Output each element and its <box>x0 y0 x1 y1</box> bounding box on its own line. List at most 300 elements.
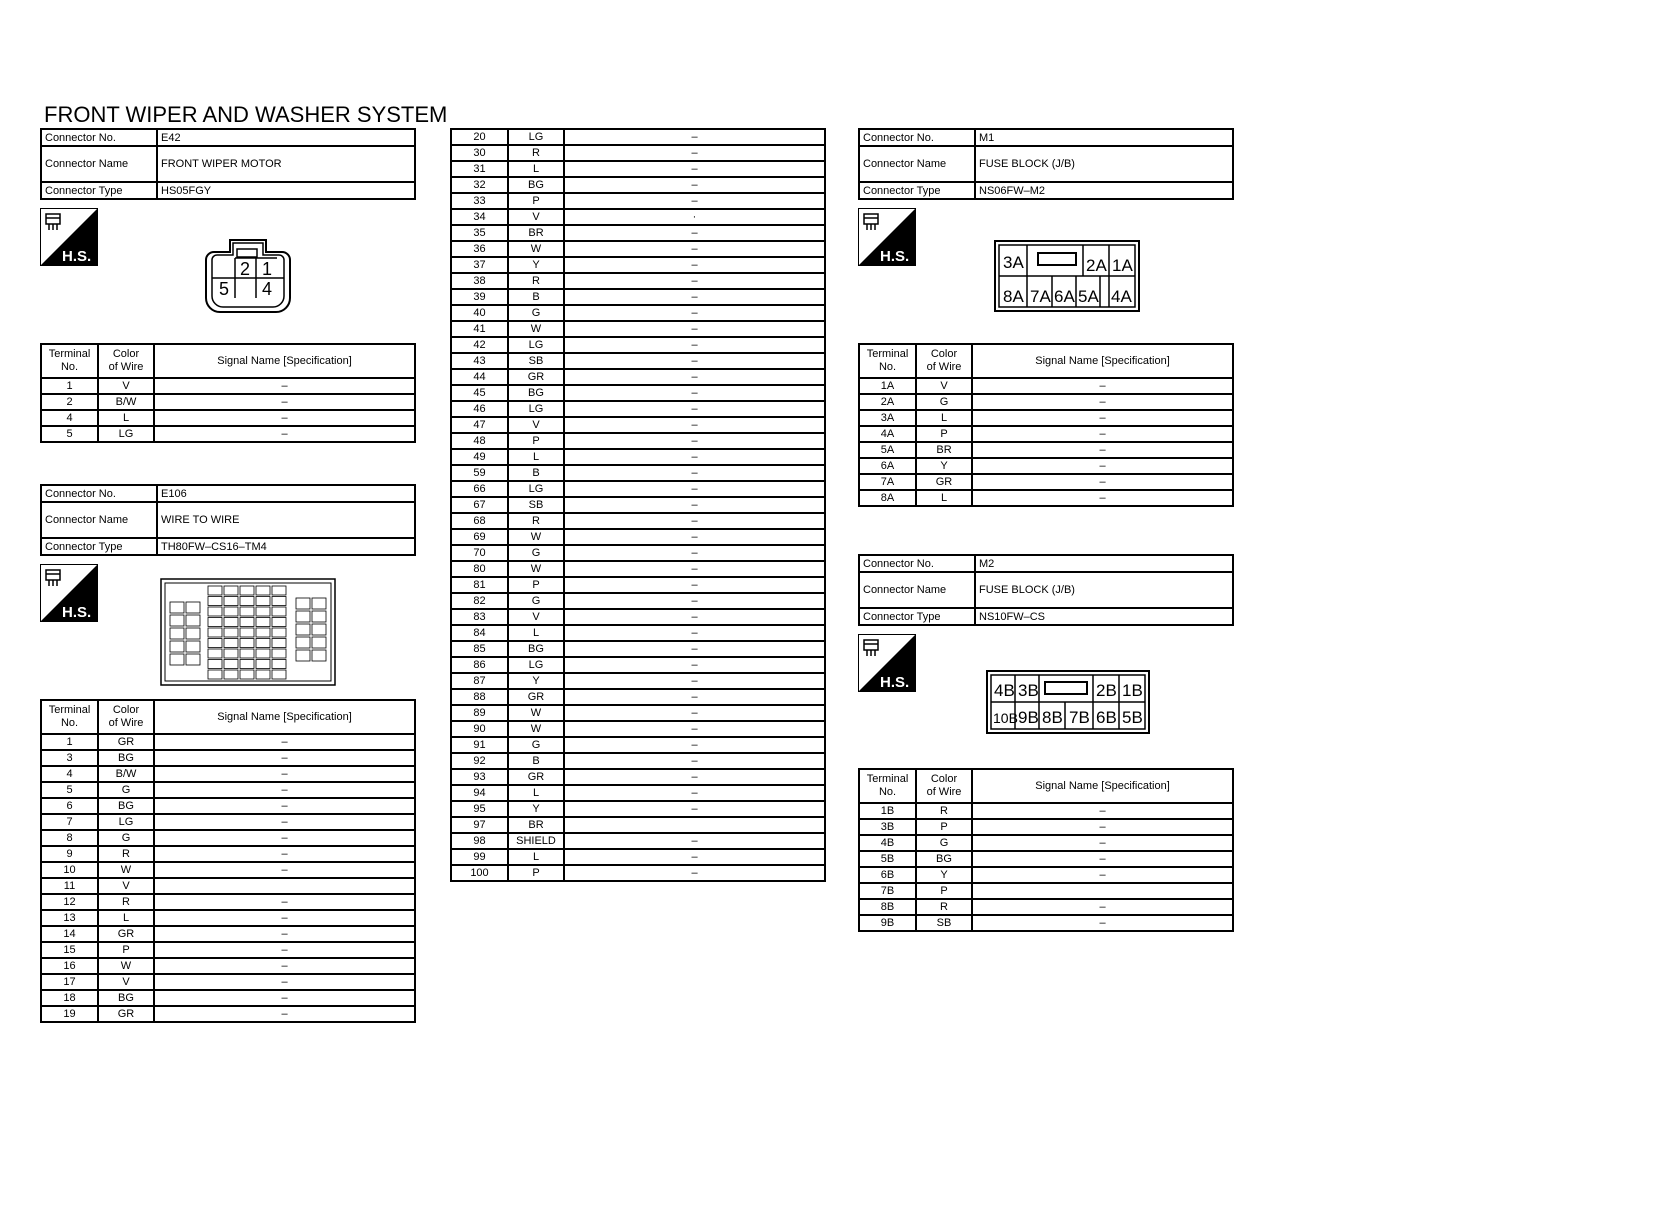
wire-color-cell: BG <box>98 750 154 766</box>
table-row <box>451 737 825 753</box>
wire-color-cell: P <box>508 865 564 881</box>
signal-name-cell: – <box>154 814 415 830</box>
terminal-no-cell: 48 <box>451 433 508 449</box>
cavity <box>312 624 326 635</box>
connector-type-label: Connector Type <box>41 182 157 199</box>
table-row <box>451 801 825 817</box>
signal-name-cell: – <box>564 225 825 241</box>
terminal-no-cell: 4A <box>859 426 916 442</box>
color-header: Color of Wire <box>98 700 154 734</box>
signal-header: Signal Name [Specification] <box>972 344 1233 378</box>
cavity <box>256 628 270 637</box>
table-row <box>451 145 825 161</box>
cavity <box>240 586 254 595</box>
wire-color-cell: L <box>508 849 564 865</box>
table-row <box>41 862 415 878</box>
color-header: Color of Wire <box>98 344 154 378</box>
wire-color-cell: BG <box>98 990 154 1006</box>
signal-name-cell: – <box>564 545 825 561</box>
terminal-no-cell: 49 <box>451 449 508 465</box>
terminal-no-cell: 3B <box>859 819 916 835</box>
table-row <box>41 990 415 1006</box>
cavity <box>256 607 270 616</box>
cavity <box>208 618 222 627</box>
terminal-no-cell: 36 <box>451 241 508 257</box>
wire-color-cell: SB <box>508 497 564 513</box>
cavity <box>186 641 200 652</box>
pin-label: 7A <box>1030 287 1051 306</box>
wire-color-cell: Y <box>508 673 564 689</box>
connector-type-value: TH80FW–CS16–TM4 <box>157 538 415 555</box>
signal-header: Signal Name [Specification] <box>154 700 415 734</box>
table-row <box>451 305 825 321</box>
cavity <box>240 649 254 658</box>
table-row <box>451 417 825 433</box>
signal-name-cell: – <box>154 862 415 878</box>
terminal-no-cell: 100 <box>451 865 508 881</box>
cavity <box>272 670 286 679</box>
wire-color-cell: L <box>98 910 154 926</box>
signal-header: Signal Name [Specification] <box>154 344 415 378</box>
terminal-no-cell: 81 <box>451 577 508 593</box>
terminal-no-cell: 98 <box>451 833 508 849</box>
terminal-no-cell: 6A <box>859 458 916 474</box>
terminal-no-cell: 5B <box>859 851 916 867</box>
table-row <box>41 410 415 426</box>
connector-no-value: E42 <box>157 129 415 146</box>
cavity <box>312 611 326 622</box>
cavity <box>170 628 184 639</box>
wire-color-cell: LG <box>508 657 564 673</box>
cavity <box>170 654 184 665</box>
wire-color-cell: G <box>508 545 564 561</box>
cavity <box>240 670 254 679</box>
signal-name-cell: – <box>154 910 415 926</box>
terminal-no-cell: 7 <box>41 814 98 830</box>
table-row <box>41 426 415 442</box>
signal-name-cell: – <box>154 942 415 958</box>
cavity <box>256 660 270 669</box>
table-row <box>451 625 825 641</box>
wire-color-cell: B/W <box>98 394 154 410</box>
pin-label: 5 <box>219 279 230 299</box>
wire-color-cell: BG <box>98 798 154 814</box>
cavity <box>170 641 184 652</box>
connector-name-value: FRONT WIPER MOTOR <box>157 146 415 182</box>
table-row <box>451 209 825 225</box>
terminal-no-cell: 6B <box>859 867 916 883</box>
wire-color-cell: Y <box>508 801 564 817</box>
cavity <box>296 611 310 622</box>
signal-name-cell: – <box>972 426 1233 442</box>
wire-color-cell: GR <box>916 474 972 490</box>
wire-color-cell: L <box>508 785 564 801</box>
m2-connector-face <box>986 670 1150 734</box>
wire-color-cell: LG <box>508 481 564 497</box>
terminal-no-cell: 7A <box>859 474 916 490</box>
cavity <box>296 624 310 635</box>
table-row <box>859 458 1233 474</box>
terminal-no-cell: 86 <box>451 657 508 673</box>
terminal-no-cell: 83 <box>451 609 508 625</box>
wire-color-cell: BR <box>916 442 972 458</box>
signal-name-cell <box>564 817 825 833</box>
terminal-no-header: Terminal No. <box>41 344 98 378</box>
signal-name-cell: – <box>564 625 825 641</box>
terminal-no-cell: 3A <box>859 410 916 426</box>
wire-color-cell: LG <box>508 401 564 417</box>
pin-label: 6B <box>1096 708 1117 727</box>
table-row <box>41 958 415 974</box>
terminal-no-cell: 8A <box>859 490 916 506</box>
table-row <box>451 225 825 241</box>
table-row <box>859 394 1233 410</box>
wire-color-cell: W <box>98 958 154 974</box>
terminal-no-cell: 39 <box>451 289 508 305</box>
wire-color-cell: GR <box>98 926 154 942</box>
terminal-no-cell: 11 <box>41 878 98 894</box>
cavity <box>256 670 270 679</box>
wire-color-cell: W <box>508 321 564 337</box>
e106-terminal-table-continued <box>450 128 826 882</box>
cavity <box>240 607 254 616</box>
pin-label: 10B <box>993 710 1018 726</box>
pin-label: 2A <box>1086 256 1107 275</box>
table-row <box>451 609 825 625</box>
cavity <box>224 597 238 606</box>
signal-name-cell: – <box>564 385 825 401</box>
signal-name-cell: – <box>564 337 825 353</box>
cavity <box>224 618 238 627</box>
wire-color-cell: Y <box>916 458 972 474</box>
signal-name-cell: – <box>564 353 825 369</box>
terminal-no-cell: 43 <box>451 353 508 369</box>
terminal-no-cell: 5 <box>41 782 98 798</box>
signal-name-cell: – <box>564 785 825 801</box>
signal-name-cell: – <box>564 289 825 305</box>
wire-color-cell: L <box>508 161 564 177</box>
terminal-no-cell: 70 <box>451 545 508 561</box>
table-row <box>859 426 1233 442</box>
signal-name-cell: – <box>972 474 1233 490</box>
terminal-no-cell: 97 <box>451 817 508 833</box>
signal-header: Signal Name [Specification] <box>972 769 1233 803</box>
signal-name-cell: – <box>154 958 415 974</box>
pin-label: 4 <box>262 279 273 299</box>
table-row <box>451 577 825 593</box>
signal-name-cell: – <box>564 721 825 737</box>
terminal-no-cell: 31 <box>451 161 508 177</box>
table-row <box>451 785 825 801</box>
table-row <box>41 974 415 990</box>
connector-name-value: WIRE TO WIRE <box>157 502 415 538</box>
connector-no-label: Connector No. <box>859 129 975 146</box>
signal-name-cell: – <box>564 737 825 753</box>
signal-name-cell: – <box>564 705 825 721</box>
table-row <box>859 378 1233 394</box>
terminal-no-cell: 38 <box>451 273 508 289</box>
pin-label: 1 <box>262 259 273 279</box>
wire-color-cell: V <box>508 209 564 225</box>
wire-color-cell: LG <box>508 337 564 353</box>
signal-name-cell: – <box>154 410 415 426</box>
cavity <box>170 615 184 626</box>
wire-color-cell: W <box>508 561 564 577</box>
terminal-no-cell: 2A <box>859 394 916 410</box>
terminal-no-cell: 92 <box>451 753 508 769</box>
connector-type-value: NS06FW–M2 <box>975 182 1233 199</box>
table-row <box>41 814 415 830</box>
signal-name-cell: – <box>564 497 825 513</box>
wire-color-cell: V <box>98 378 154 394</box>
signal-name-cell: – <box>154 394 415 410</box>
signal-name-cell: – <box>564 865 825 881</box>
pin-label: 1B <box>1122 681 1143 700</box>
connector-name-label: Connector Name <box>859 146 975 182</box>
signal-name-cell: – <box>564 481 825 497</box>
connector-no-label: Connector No. <box>41 129 157 146</box>
table-row <box>451 129 825 145</box>
m1-terminal-table <box>858 343 1234 507</box>
table-row <box>859 490 1233 506</box>
signal-name-cell: – <box>564 433 825 449</box>
terminal-no-cell: 20 <box>451 129 508 145</box>
wire-color-cell: R <box>98 894 154 910</box>
signal-name-cell: – <box>564 657 825 673</box>
wire-color-cell: B <box>508 465 564 481</box>
table-row <box>859 474 1233 490</box>
signal-name-cell: – <box>564 529 825 545</box>
table-row <box>451 817 825 833</box>
signal-name-cell: – <box>972 803 1233 819</box>
signal-name-cell: – <box>564 161 825 177</box>
table-row <box>451 337 825 353</box>
table-row <box>451 273 825 289</box>
wire-color-cell: G <box>916 835 972 851</box>
table-row <box>451 689 825 705</box>
terminal-no-cell: 91 <box>451 737 508 753</box>
signal-name-cell: – <box>564 753 825 769</box>
table-row <box>451 465 825 481</box>
wire-color-cell: B/W <box>98 766 154 782</box>
signal-name-cell: – <box>972 378 1233 394</box>
wire-color-cell: V <box>98 974 154 990</box>
cavity <box>208 586 222 595</box>
signal-name-cell: – <box>564 801 825 817</box>
connector-name-label: Connector Name <box>41 502 157 538</box>
terminal-no-cell: 16 <box>41 958 98 974</box>
signal-name-cell: – <box>564 193 825 209</box>
cavity <box>312 598 326 609</box>
wire-color-cell: BG <box>508 177 564 193</box>
terminal-no-cell: 89 <box>451 705 508 721</box>
cavity <box>256 586 270 595</box>
signal-name-cell <box>154 878 415 894</box>
wire-color-cell: V <box>508 609 564 625</box>
signal-name-cell: – <box>154 378 415 394</box>
terminal-no-cell: 1B <box>859 803 916 819</box>
pin-label: 4B <box>994 681 1015 700</box>
signal-name-cell: – <box>972 835 1233 851</box>
signal-name-cell: – <box>972 899 1233 915</box>
signal-name-cell: – <box>564 465 825 481</box>
wire-color-cell: SB <box>508 353 564 369</box>
wire-color-cell: G <box>508 737 564 753</box>
signal-name-cell: – <box>564 449 825 465</box>
table-row <box>451 641 825 657</box>
signal-name-cell: – <box>564 129 825 145</box>
cavity <box>240 597 254 606</box>
pin-label: 3B <box>1018 681 1039 700</box>
signal-name-cell: – <box>564 673 825 689</box>
signal-name-cell: – <box>154 974 415 990</box>
terminal-no-cell: 42 <box>451 337 508 353</box>
wire-color-cell: L <box>98 410 154 426</box>
signal-name-cell: – <box>154 750 415 766</box>
terminal-no-cell: 88 <box>451 689 508 705</box>
terminal-no-cell: 4 <box>41 766 98 782</box>
table-row <box>451 865 825 881</box>
terminal-no-cell: 17 <box>41 974 98 990</box>
terminal-no-cell: 18 <box>41 990 98 1006</box>
hs-label: H.S. <box>880 248 910 265</box>
wire-color-cell: P <box>508 193 564 209</box>
terminal-no-cell: 33 <box>451 193 508 209</box>
terminal-no-cell: 34 <box>451 209 508 225</box>
signal-name-cell: – <box>972 410 1233 426</box>
pin-label: 8A <box>1003 287 1024 306</box>
wire-color-cell: BR <box>508 817 564 833</box>
terminal-no-cell: 85 <box>451 641 508 657</box>
table-row <box>451 321 825 337</box>
wire-color-cell: R <box>508 513 564 529</box>
terminal-no-cell: 66 <box>451 481 508 497</box>
pin-label: 2 <box>240 259 251 279</box>
table-row <box>859 442 1233 458</box>
terminal-no-cell: 95 <box>451 801 508 817</box>
terminal-no-cell: 44 <box>451 369 508 385</box>
cavity <box>240 618 254 627</box>
cavity <box>272 649 286 658</box>
signal-name-cell: – <box>154 830 415 846</box>
pin-label: 7B <box>1069 708 1090 727</box>
connector-no-value: M1 <box>975 129 1233 146</box>
harness-side-icon <box>858 634 916 692</box>
signal-name-cell: – <box>154 426 415 442</box>
cavity <box>224 607 238 616</box>
table-row <box>451 753 825 769</box>
cavity <box>186 628 200 639</box>
pin-label: 6A <box>1054 287 1075 306</box>
cavity <box>312 650 326 661</box>
table-row <box>41 394 415 410</box>
table-row <box>451 849 825 865</box>
cavity <box>186 615 200 626</box>
table-row <box>451 385 825 401</box>
pin-label: 1A <box>1112 256 1133 275</box>
wire-color-cell: R <box>508 273 564 289</box>
connector-name-value: FUSE BLOCK (J/B) <box>975 572 1233 608</box>
pin-label: 8B <box>1042 708 1063 727</box>
table-row <box>451 593 825 609</box>
signal-name-cell: – <box>154 846 415 862</box>
cavity <box>240 628 254 637</box>
signal-name-cell: – <box>972 819 1233 835</box>
terminal-no-cell: 80 <box>451 561 508 577</box>
terminal-no-cell: 13 <box>41 910 98 926</box>
signal-name-cell: – <box>972 851 1233 867</box>
table-row <box>451 673 825 689</box>
table-row <box>451 257 825 273</box>
table-row <box>41 766 415 782</box>
m2-connector-info <box>858 554 1234 626</box>
terminal-no-cell: 35 <box>451 225 508 241</box>
table-row <box>451 561 825 577</box>
connector-name-label: Connector Name <box>41 146 157 182</box>
cavity <box>224 628 238 637</box>
terminal-no-cell: 19 <box>41 1006 98 1022</box>
terminal-no-cell: 14 <box>41 926 98 942</box>
terminal-no-cell: 5 <box>41 426 98 442</box>
signal-name-cell: – <box>154 798 415 814</box>
e42-connector-info <box>40 128 416 200</box>
terminal-no-cell: 1A <box>859 378 916 394</box>
wire-color-cell: L <box>508 625 564 641</box>
wire-color-cell: LG <box>508 129 564 145</box>
table-row <box>859 867 1233 883</box>
terminal-no-cell: 6 <box>41 798 98 814</box>
table-row <box>859 899 1233 915</box>
connector-type-value: NS10FW–CS <box>975 608 1233 625</box>
table-row <box>859 803 1233 819</box>
wire-color-cell: L <box>508 449 564 465</box>
cavity <box>240 660 254 669</box>
cavity <box>296 650 310 661</box>
signal-name-cell: – <box>564 369 825 385</box>
wire-color-cell: R <box>98 846 154 862</box>
connector-no-label: Connector No. <box>859 555 975 572</box>
wire-color-cell: SB <box>916 915 972 931</box>
terminal-no-header: Terminal No. <box>859 769 916 803</box>
wire-color-cell: P <box>508 577 564 593</box>
terminal-no-cell: 40 <box>451 305 508 321</box>
connector-type-value: HS05FGY <box>157 182 415 199</box>
table-row <box>451 769 825 785</box>
table-row <box>451 289 825 305</box>
terminal-no-cell: 30 <box>451 145 508 161</box>
cavity <box>272 628 286 637</box>
signal-name-cell: – <box>564 833 825 849</box>
terminal-no-cell: 41 <box>451 321 508 337</box>
table-row <box>451 721 825 737</box>
e42-terminal-table <box>40 343 416 443</box>
table-row <box>451 545 825 561</box>
terminal-no-cell: 1 <box>41 734 98 750</box>
terminal-no-cell: 94 <box>451 785 508 801</box>
table-row <box>41 910 415 926</box>
terminal-no-cell: 67 <box>451 497 508 513</box>
wire-color-cell: BG <box>916 851 972 867</box>
e42-connector-face <box>204 238 292 314</box>
cavity <box>208 639 222 648</box>
terminal-no-cell: 2 <box>41 394 98 410</box>
signal-name-cell: – <box>564 561 825 577</box>
signal-name-cell: – <box>564 577 825 593</box>
table-row <box>451 193 825 209</box>
table-row <box>41 830 415 846</box>
hs-label: H.S. <box>880 674 910 691</box>
wire-color-cell: R <box>916 899 972 915</box>
